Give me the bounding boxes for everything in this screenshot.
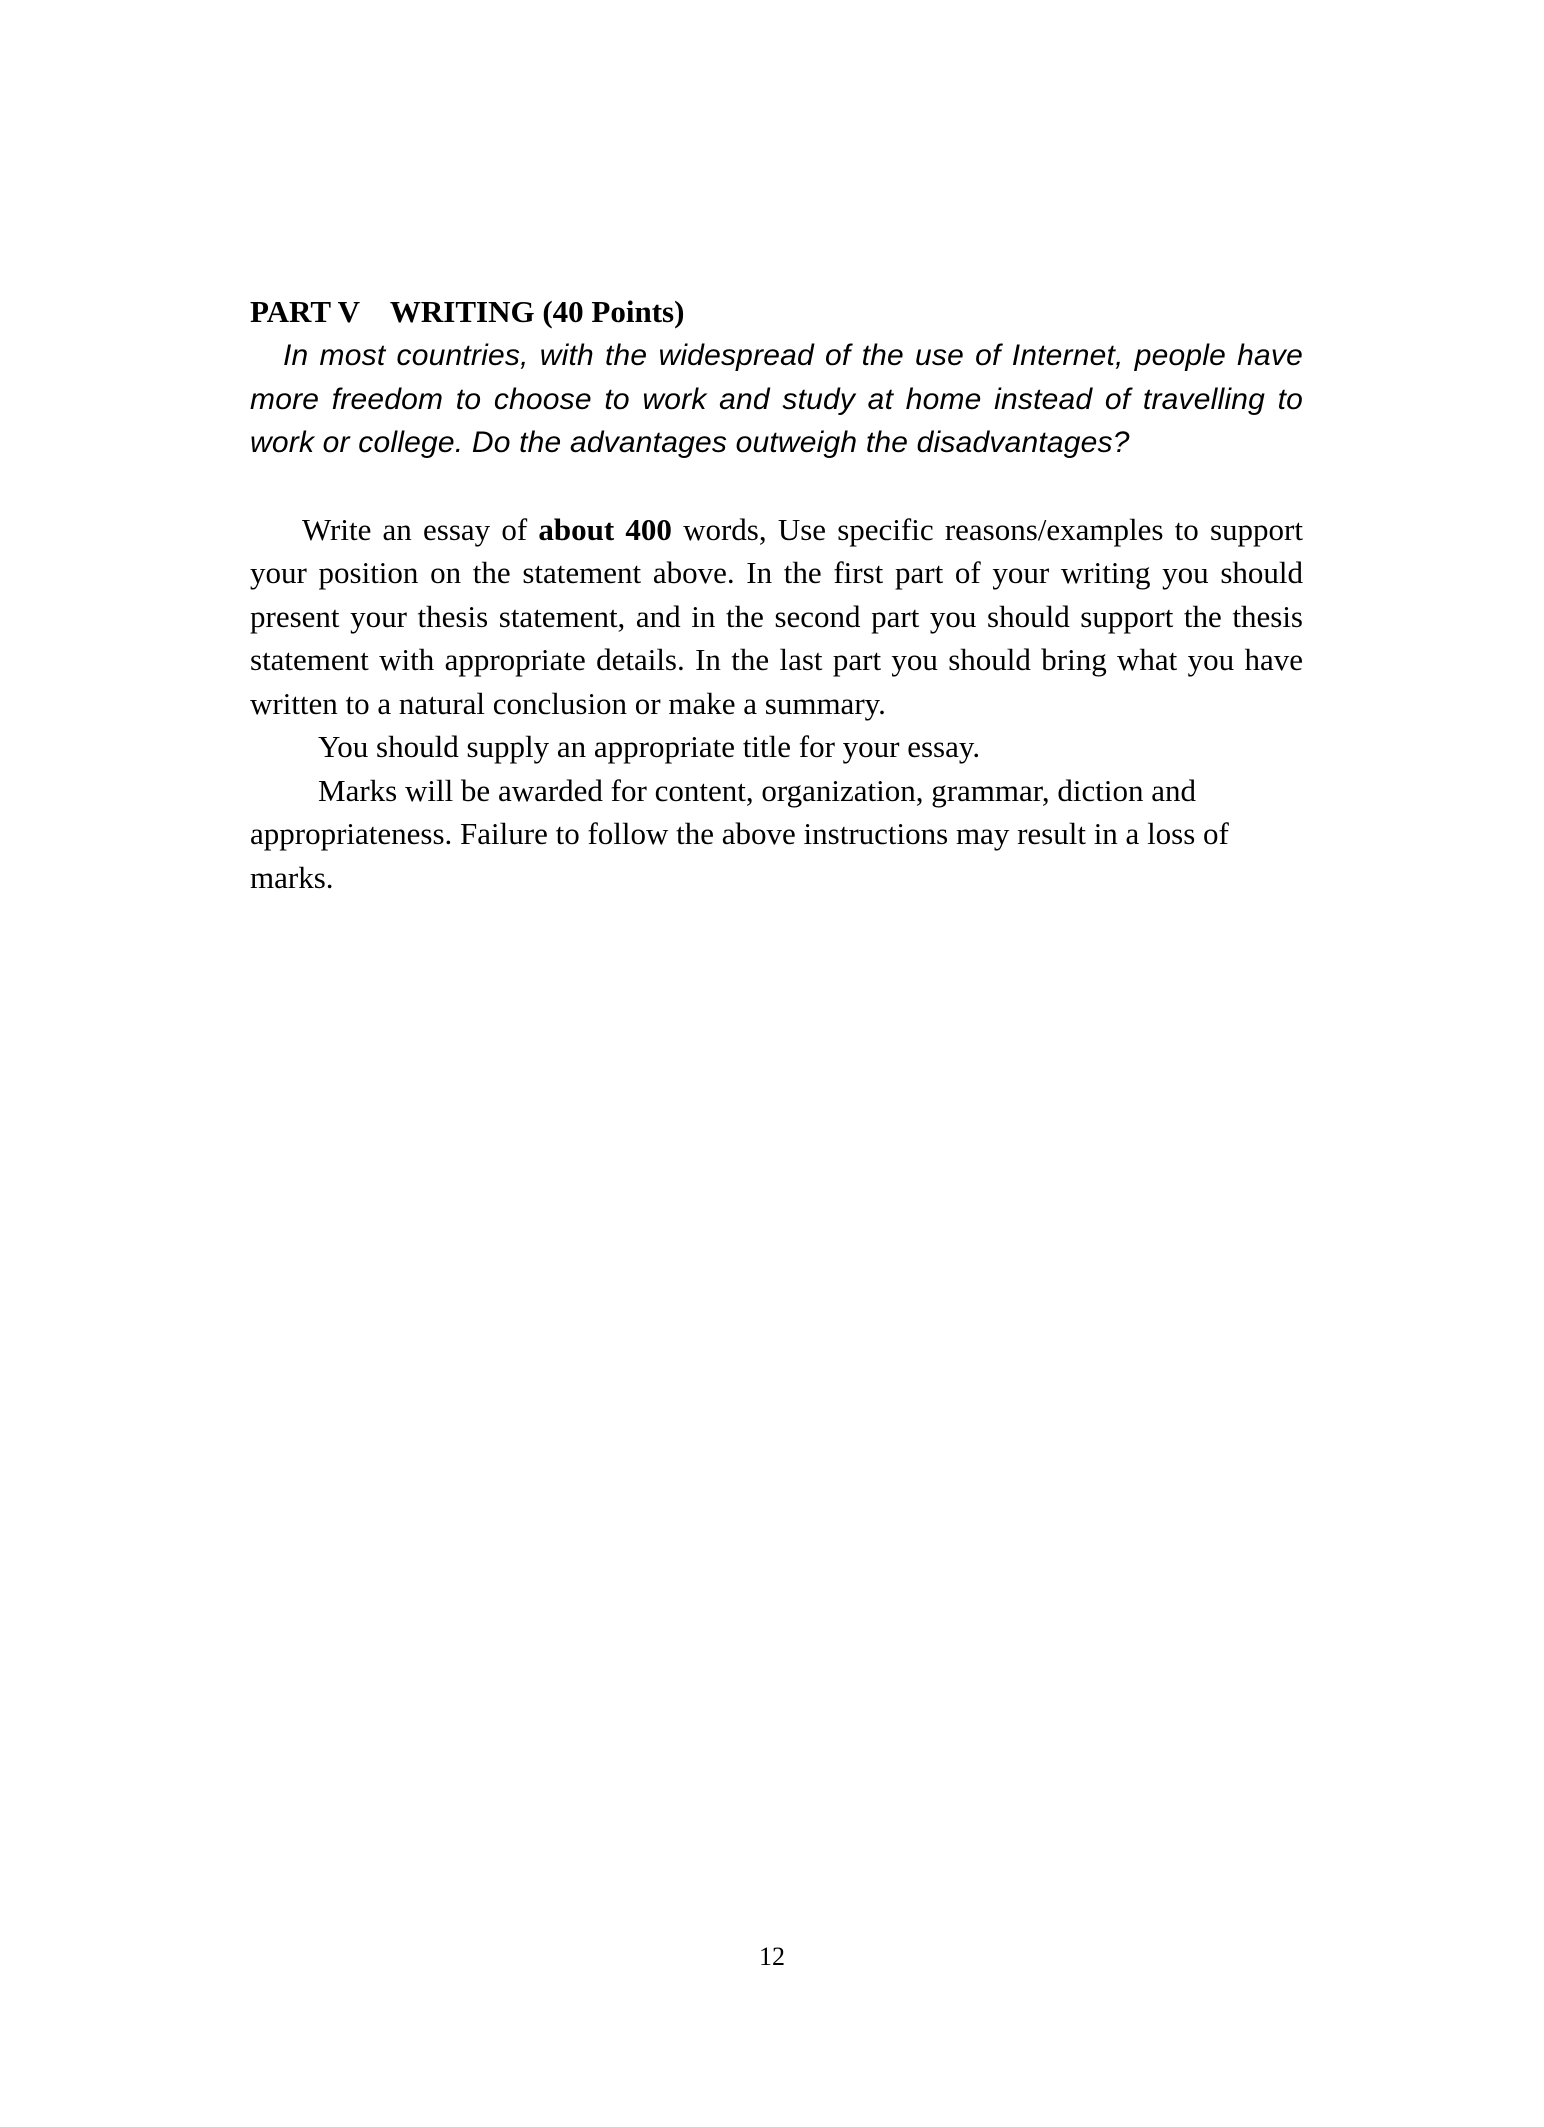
essay-prompt: In most countries, with the widespread of the use of Internet, people have more freedom to choose to work and study at home instead of travelling to work or college. Do the advantages outweigh the disadvantages? bbox=[250, 339, 1303, 459]
instruction-text-before: Write an essay of bbox=[302, 511, 539, 547]
instructions bbox=[250, 508, 1303, 900]
page-number: 12 bbox=[759, 1942, 785, 1971]
instruction-text-after: words, Use specific reasons/examples to support your position on the statement above. In the first part of your writing you should present your thesis statement, and in the second part you should support the thesis statement with appropriate details. In the last part you should bring what you have written to a natural conclusion or make a summary. bbox=[250, 511, 1303, 721]
writing-section bbox=[250, 290, 1303, 899]
instruction-paragraph-2: You should supply an appropriate title for your essay. bbox=[318, 729, 981, 764]
instruction-paragraph-1 bbox=[250, 508, 1303, 726]
instruction-paragraph-3: Marks will be awarded for content, organization, grammar, diction and appropriateness. Failure to follow the above instructions may result in a loss of marks. bbox=[250, 772, 1229, 895]
section-heading bbox=[250, 290, 1303, 334]
section-title: WRITING (40 Points) bbox=[389, 294, 685, 329]
section-part: PART V bbox=[250, 294, 360, 329]
word-count-emphasis: about 400 bbox=[538, 511, 672, 547]
